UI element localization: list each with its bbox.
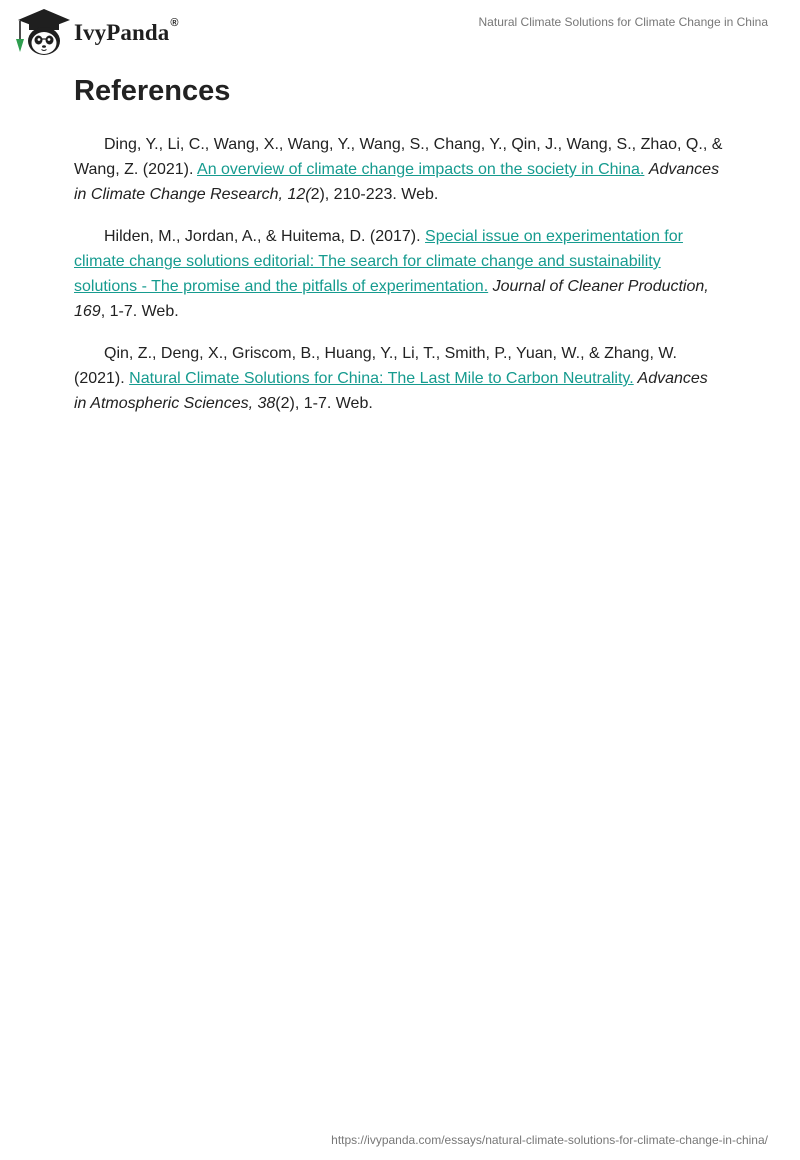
reference-link[interactable]: An overview of climate change impacts on the society in China. [197,161,645,178]
reference-item [74,132,724,207]
reference-authors: Hilden, M., Jordan, A., & Huitema, D. (2017). [104,228,426,245]
ivypanda-logo[interactable] [12,6,179,58]
references-section [74,72,724,433]
brand-name: IvyPanda® [74,17,179,45]
reference-authors: Ding, Y., Li, C., Wang, X., Wang, Y., Wang, S., Chang, Y., Qin, J., Wang, S., Zhao, Q., & Wang, Z. (2021). [74,136,723,178]
page-title: References [74,75,231,107]
reference-journal: Advances in Atmospheric Sciences, 38 [74,370,708,412]
panda-graduate-logo-icon [12,6,72,58]
reference-item [74,224,724,324]
reference-link[interactable]: Special issue on experimentation for climate change solutions editorial: The search for climate change and sustainability solutions - The promise and the pitfalls of experimentation. [74,228,683,295]
registered-mark: ® [170,17,179,29]
reference-journal: Advances in Climate Change Research, 12( [74,161,720,203]
reference-details: 2), 210-223. Web. [310,186,439,203]
source-url: https://ivypanda.com/essays/natural-climate-solutions-for-climate-change-in-china/ [331,1133,768,1147]
reference-details: (2), 1-7. Web. [275,395,373,412]
reference-item [74,341,724,416]
reference-link[interactable]: Natural Climate Solutions for China: The Last Mile to Carbon Neutrality. [129,370,634,387]
reference-authors: Qin, Z., Deng, X., Griscom, B., Huang, Y., Li, T., Smith, P., Yuan, W., & Zhang, W. (2021). [74,345,677,387]
reference-journal: Journal of Cleaner Production, 169 [74,278,709,320]
reference-details: , 1-7. Web. [100,303,179,320]
running-title: Natural Climate Solutions for Climate Change in China [478,15,768,29]
page-header [0,0,800,60]
